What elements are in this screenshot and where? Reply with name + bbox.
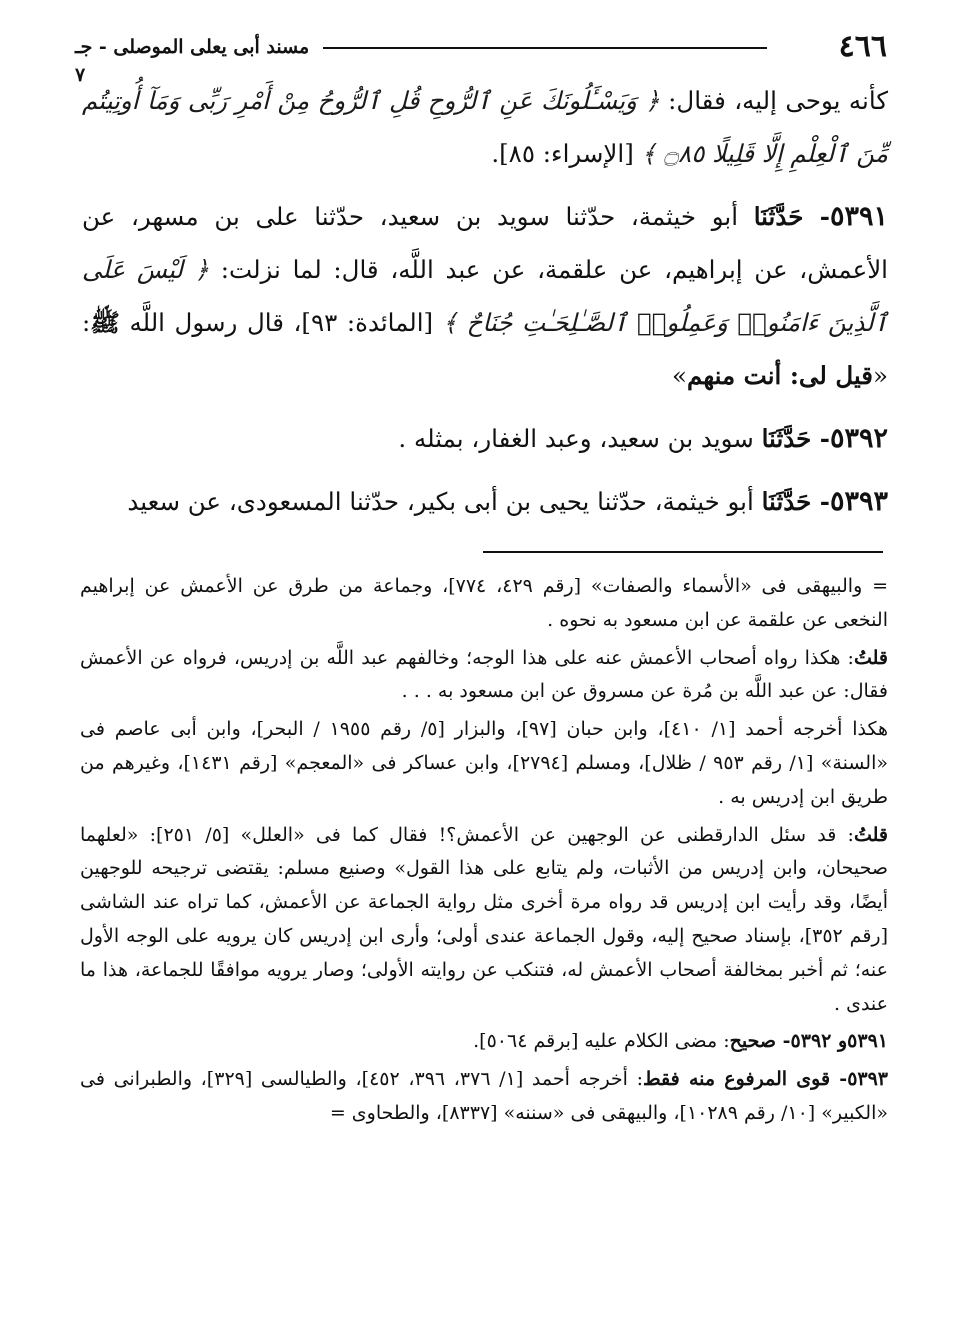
running-header [75,29,887,86]
header-rule [323,47,767,49]
intro-reference: [الإسراء: ٨٥]. [491,139,642,168]
intro-paragraph [82,74,888,180]
hadith-5392 [82,412,888,465]
footnote-grading [80,1063,888,1131]
note-label: قلتُ [853,823,888,846]
footnotes [80,570,888,1131]
grading-body: : مضى الكلام عليه [برقم ٥٠٦٤]. [473,1030,730,1053]
hadith-text: سويد بن سعيد، وعبد الغفار، بمثله . [398,424,762,453]
running-title: مسند أبى يعلى الموصلى - جـ ٧ [75,36,310,86]
hadith-number: ٥٣٩٢ [829,423,888,454]
hadith-5391 [82,190,888,402]
hadith-text: » [672,361,688,390]
hadith-text: : « [82,308,888,390]
grading-body: : أخرجه أحمد [١/ ٣٧٦، ٣٩٦، ٤٥٢]، والطيالسى [٣٢٩]، والطبرانى فى «الكبير» [١٠/ رقم ١٠٢٨٩]، والبيهقى فى «سننه» [٨٣٣٧]، والطحاوى = [80,1068,888,1124]
note-body: : هكذا رواه أصحاب الأعمش عنه على هذا الوجه؛ وخالفهم عبد اللَّه بن إدريس، فرواه عن الأعمش فقال: عن عبد اللَّه بن مُرة عن مسروق عن ابن مسعود به . . . [80,646,888,703]
salla-glyph: ﷺ [90,308,120,337]
hadith-text: [المائدة: ٩٣]، قال رسول اللَّه [119,308,443,337]
footnote-continuation: = والبيهقى فى «الأسماء والصفات» [رقم ٤٢٩، ٧٧٤]، وجماعة من طرق عن الأعمش عن إبراهيم النخعى عن علقمة عن ابن مسعود به نحوه . [80,575,889,631]
footnote-takhrij: هكذا أخرجه أحمد [١/ ٤١٠]، وابن حبان [٩٧]، والبزار [٥/ رقم ١٩٥٥ / البحر]، وابن أبى عاصم فى «السنة» [١/ رقم ٩٥٣ / ظلال]، ومسلم [٢٧٩٤]، وابن عساكر فى «المعجم» [رقم ١٤٣١]، وغيرهم من طريق ابن إدريس به . [80,718,888,808]
footnote-comment [80,819,888,1022]
hadith-opener: - حَدَّثَنَا [761,487,830,516]
page-number: ٤٦٦ [838,29,887,64]
note-body: : قد سئل الدارقطنى عن الوجهين عن الأعمش؟! فقال كما فى «العلل» [٥/ ٢٥١]: «لعلهما صحيحان، وابن إدريس من الأثبات، ولم يتابع على هذا القول» وصنيع مسلم: يقتضى ترجيحه للوجهين أيضًا، وقد رأيت ابن إدريس قد رواه مرة أخرى مثل رواية الجماعة عن الأعمش، كما تراه عند الشاشى [رقم ٣٥٢]، بإسناد صحيح إليه، وقول الجماعة عندى أولى؛ وأرى ابن إدريس كان يرويه على الوجه الأول عنه؛ ثم أخبر بمخالفة أصحاب الأعمش له، فتنكب عن روايته الأولى؛ وصار يرويه موافقًا للجماعة، هذا ما عندى . [80,823,888,1015]
hadith-number: ٥٣٩١ [829,201,888,232]
footnote-separator [483,551,883,553]
quran-verse-isra: ﴿ وَيَسْـَٔلُونَكَ عَنِ ٱلرُّوحِ قُلِ ٱلرُّوحُ مِنْ أَمْرِ رَبِّى وَمَآ أُوتِيتُم مِّنَ ٱلْعِلْمِ إِلَّا قَلِيلًا ۝٨٥ ﴾ [82,86,888,168]
main-text [82,74,888,528]
footnote-grading [80,1025,888,1059]
note-label: قلتُ [853,646,888,669]
hadith-5393 [82,475,888,528]
hadith-opener: - حَدَّثَنَا [753,202,830,231]
hadith-text: أبو خيثمة، حدّثنا يحيى بن أبى بكير، حدّثنا المسعودى، عن سعيد [127,487,762,516]
hadith-opener: - حَدَّثَنَا [761,424,830,453]
hadith-number: ٥٣٩٣ [829,486,888,517]
intro-lead: كأنه يوحى إليه، فقال: [659,86,889,115]
quran-verse-maida: ﴿ لَيْسَ عَلَى ٱلَّذِينَ ءَامَنُوا۟ وَعَمِلُوا۟ ٱلصَّـٰلِحَـٰتِ جُنَاحٌ ﴾ [82,255,888,337]
hadith-text: أبو خيثمة، حدّثنا سويد بن سعيد، حدّثنا على بن مسهر، عن الأعمش، عن إبراهيم، عن علقمة، عن عبد اللَّه، قال: لما نزلت: [82,202,888,284]
footnote-comment [80,642,888,710]
grading-label: ٥٣٩٣- قوى المرفوع منه فقط [643,1068,889,1091]
prophetic-quote: قيل لى: أنت منهم [687,361,873,390]
grading-label: ٥٣٩١و ٥٣٩٢- صحيح [729,1030,888,1053]
